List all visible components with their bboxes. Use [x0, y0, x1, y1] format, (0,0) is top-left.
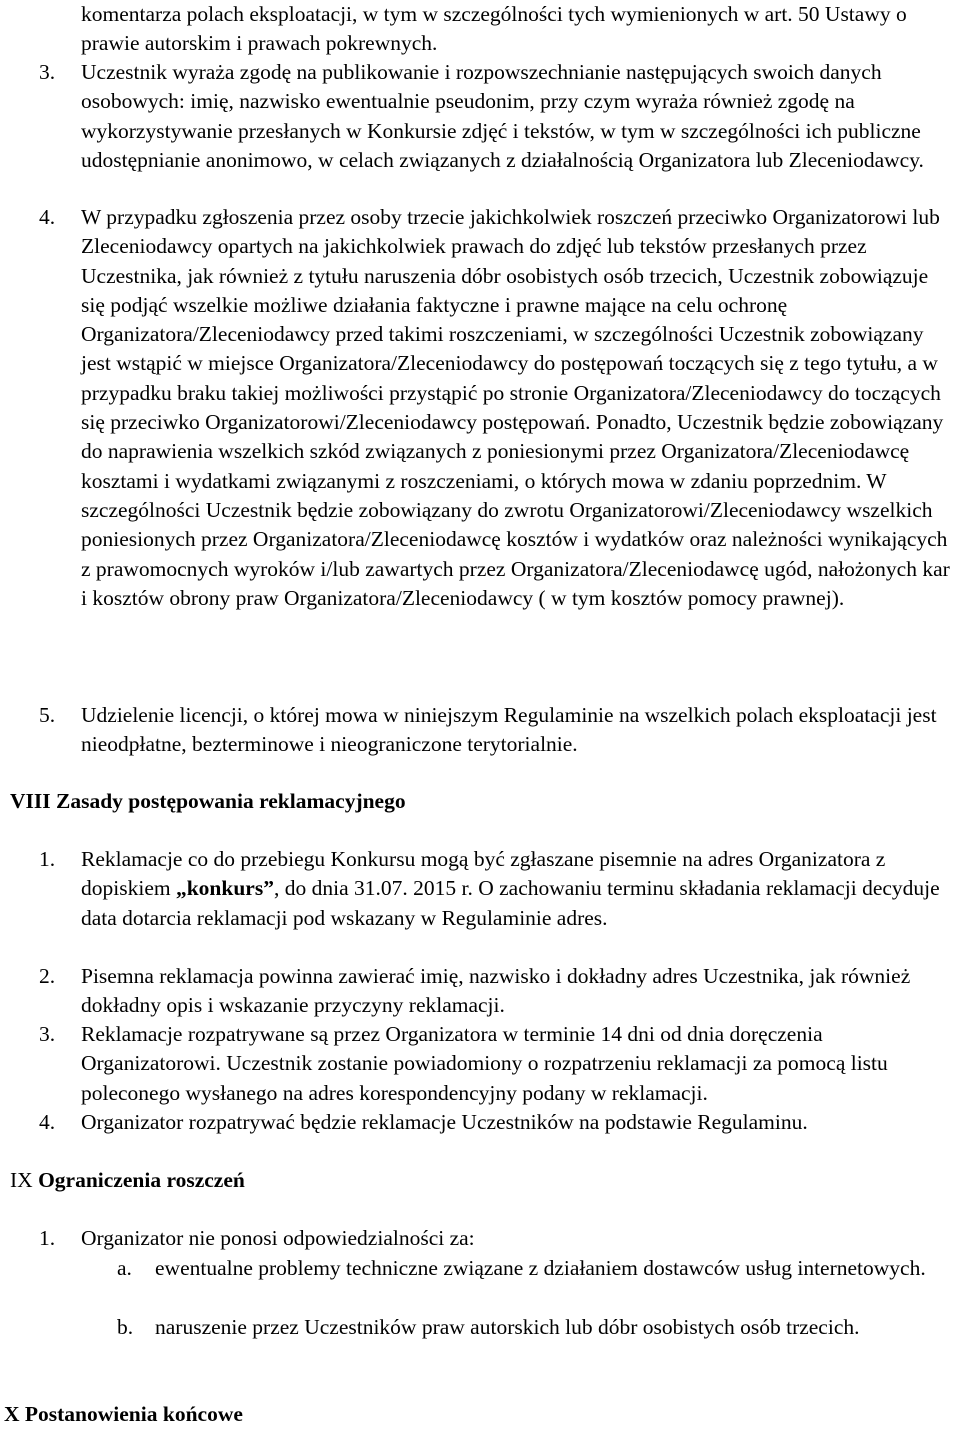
item-number: 1.: [39, 847, 56, 871]
item-number: 4.: [39, 205, 56, 229]
sub-item-text: naruszenie przez Uczestników praw autorskich lub dóbr osobistych osób trzecich.: [155, 1315, 860, 1339]
sub-item-letter: a.: [117, 1256, 132, 1280]
section-number: IX: [10, 1168, 33, 1192]
section-heading-x: X Postanowienia końcowe: [4, 1402, 243, 1426]
item-text: Uczestnik wyraża zgodę na publikowanie i rozpowszechnianie następujących swoich danych osobowych: imię, nazwisko ewentualnie pseudonim, przy czym wyraża również zgodę na wykorzystywanie przesłanych w Konkursie zdjęć i tekstów, w tym w szczególności ich publiczne udostępnianie anonimowo, w celach związanych z działalnością Organizatora lub Zleceniodawcy.: [81, 60, 924, 172]
item-text-before: Reklamacje co do przebiegu Konkursu mogą być zgłaszane pisemnie na adres Organizatora z dopiskiem: [81, 847, 886, 901]
section-title: Ograniczenia roszczeń: [38, 1168, 245, 1192]
item-text: Pisemna reklamacja powinna zawierać imię, nazwisko i dokładny adres Uczestnika, jak również dokładny opis i wskazanie przyczyny reklamacji.: [81, 964, 911, 1018]
item-text-bold: „konkurs”: [175, 876, 274, 901]
item-text: Reklamacje rozpatrywane są przez Organizatora w terminie 14 dni od dnia doręczenia Organizatorowi. Uczestnik zostanie powiadomiony o rozpatrzeniu reklamacji za pomocą listu poleconego wysłanego na adres korespondencyjny podany w reklamacji.: [81, 1022, 888, 1105]
paragraph-continuation: komentarza polach eksploatacji, w tym w szczególności tych wymienionych w art. 50 Ustawy o prawie autorskim i prawach pokrewnych.: [81, 2, 907, 56]
sub-item-letter: b.: [117, 1315, 134, 1339]
sub-item-text: ewentualne problemy techniczne związane z działaniem dostawców usług internetowych.: [155, 1256, 926, 1280]
item-number: 1.: [39, 1226, 56, 1250]
item-number: 4.: [39, 1110, 56, 1134]
item-number: 2.: [39, 964, 56, 988]
section-heading-viii: VIII Zasady postępowania reklamacyjnego: [10, 789, 406, 813]
item-text: W przypadku zgłoszenia przez osoby trzecie jakichkolwiek roszczeń przeciwko Organizatorowi lub Zleceniodawcy opartych na jakichkolwiek prawach do zdjęć lub tekstów przesłanych przez Uczestnika, jak również z tytułu naruszenia dóbr osobistych osób trzecich, Uczestnik zobowiązuje się podjąć wszelkie możliwe działania faktyczne i prawne mające na celu ochronę Organizatora/Zleceniodawcy przed takimi roszczeniami, w szczególności Uczestnik zobowiązany jest wstąpić w miejsce Organizatora/Zleceniodawcy do postępowań toczących się z tego tytułu, a w przypadku braku takiej możliwości przystąpić po stronie Organizatora/Zleceniodawcy do toczących się przeciwko Organizatorowi/Zleceniodawcy postępowań. Ponadto, Uczestnik będzie zobowiązany do naprawienia wszelkich szkód związanych z poniesionymi przez Organizatora/Zleceniodawcę kosztami i wydatkami związanymi z roszczeniami, o których mowa w zdaniu poprzednim. W szczególności Uczestnik będzie zobowiązany do zwrotu Organizatorowi/Zleceniodawcy wszelkich poniesionych przez Organizatora/Zleceniodawcę kosztów i wydatków oraz należności wynikających z prawomocnych wyroków i/lub zawartych przez Organizatora/Zleceniodawcę ugód, nałożonych kar i kosztów obrony praw Organizatora/Zleceniodawcy ( w tym kosztów pomocy prawnej).: [81, 205, 950, 610]
item-text: Organizator rozpatrywać będzie reklamacje Uczestników na podstawie Regulaminu.: [81, 1110, 808, 1134]
item-number: 5.: [39, 703, 56, 727]
section-heading-ix: [10, 1166, 245, 1195]
item-text: [81, 845, 957, 933]
item-number: 3.: [39, 1022, 56, 1046]
item-text: Udzielenie licencji, o której mowa w niniejszym Regulaminie na wszelkich polach eksploatacji jest nieodpłatne, bezterminowe i nieograniczone terytorialnie.: [81, 703, 937, 757]
item-text-after: , do dnia 31.07. 2015 r. O zachowaniu terminu składania reklamacji decyduje data dotarcia reklamacji pod wskazany w Regulaminie adres.: [81, 876, 940, 930]
item-number: 3.: [39, 60, 56, 84]
item-text: Organizator nie ponosi odpowiedzialności za:: [81, 1226, 475, 1250]
